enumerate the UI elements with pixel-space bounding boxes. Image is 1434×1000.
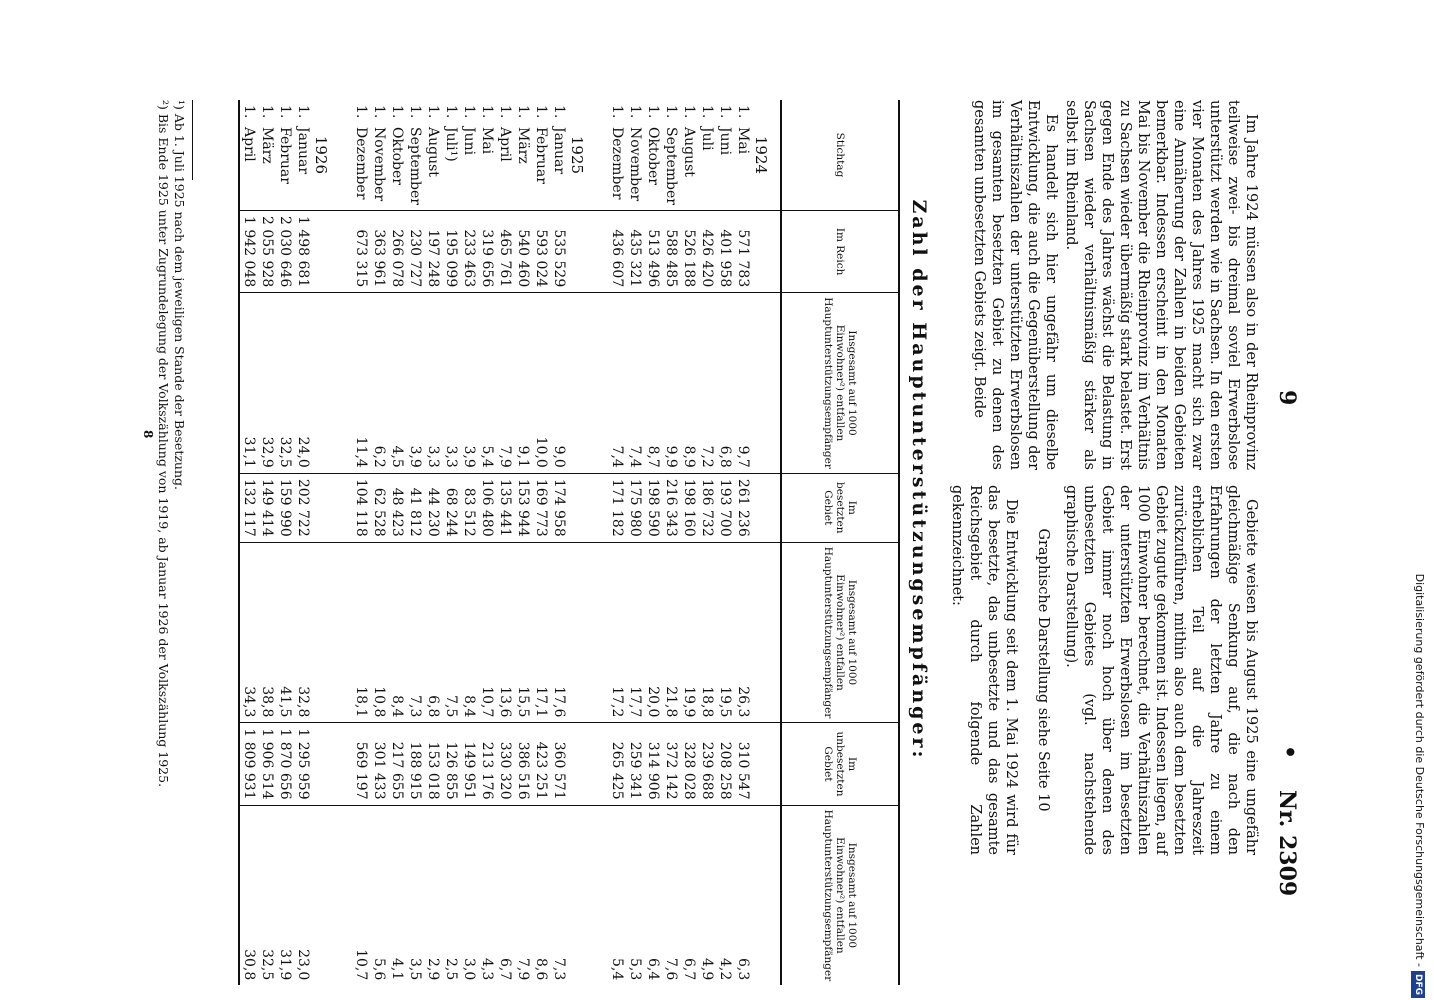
value-cell: 8,9: [680, 293, 698, 474]
month-name: August: [425, 127, 441, 177]
month-name: Mai: [735, 127, 751, 155]
value-cell: 1 870 656: [276, 723, 294, 805]
table-row: [406, 100, 424, 985]
table-body: [239, 100, 781, 985]
value-cell: 314 906: [644, 723, 662, 805]
day-number: 1.: [681, 105, 697, 119]
value-cell: 198 160: [680, 473, 698, 542]
value-cell: 216 343: [662, 473, 680, 542]
year-label: 1926: [312, 135, 330, 175]
value-cell: 9,9: [662, 293, 680, 474]
table-row: [734, 100, 752, 985]
value-cell: 6,8: [716, 293, 734, 474]
month-name: Januar: [295, 127, 311, 175]
value-cell: 31,1: [239, 293, 258, 474]
value-cell: 171 182: [608, 473, 626, 542]
header-cell: Stichtag: [781, 100, 899, 210]
value-cell: 34,3: [239, 542, 258, 723]
spacer-row: [340, 100, 352, 985]
table-row: [550, 100, 568, 985]
issue-number: Nr. 2309: [1274, 790, 1300, 897]
value-cell: 239 688: [698, 723, 716, 805]
month-name: Februar: [533, 127, 549, 184]
day-number: 1.: [663, 105, 679, 119]
date-cell: [258, 100, 276, 210]
month-name: Juli¹): [443, 127, 459, 162]
table-row: [608, 100, 626, 985]
value-cell: 83 512: [460, 473, 478, 542]
value-cell: 266 078: [388, 210, 406, 292]
value-cell: 8,4: [388, 542, 406, 723]
value-cell: 10,8: [370, 542, 388, 723]
value-cell: 20,0: [644, 542, 662, 723]
value-cell: 265 425: [608, 723, 626, 805]
month-name: Juni: [461, 127, 477, 156]
value-cell: 6,2: [370, 293, 388, 474]
date-cell: [496, 100, 514, 210]
value-cell: 41 812: [406, 473, 424, 542]
year-label: 1925: [568, 135, 586, 175]
value-cell: 435 321: [626, 210, 644, 292]
month-name: Mai: [479, 127, 495, 155]
date-cell: [352, 100, 370, 210]
value-cell: 10,7: [352, 805, 370, 985]
year-row: [568, 100, 596, 985]
day-number: 1.: [461, 105, 477, 119]
value-cell: 401 958: [716, 210, 734, 292]
value-cell: 7,3: [550, 805, 568, 985]
value-cell: 513 496: [644, 210, 662, 292]
value-cell: 68 244: [442, 473, 460, 542]
table-row: [514, 100, 532, 985]
value-cell: 4,5: [388, 293, 406, 474]
value-cell: 18,1: [352, 542, 370, 723]
date-cell: [626, 100, 644, 210]
spacer-row: [596, 100, 608, 985]
value-cell: 104 118: [352, 473, 370, 542]
month-name: November: [627, 127, 643, 202]
footnotes: [155, 100, 187, 880]
date-cell: [294, 100, 312, 210]
table-row: [532, 100, 550, 985]
value-cell: 4,3: [478, 805, 496, 985]
date-cell: [532, 100, 550, 210]
month-name: August: [681, 127, 697, 177]
header-cell: Insgesamt auf 1000 Einwohner²) entfallen Hauptunterstützungsempfänger: [781, 805, 899, 985]
year-row: [752, 100, 781, 985]
value-cell: 26,3: [734, 542, 752, 723]
date-cell: [239, 100, 258, 210]
value-cell: 7,2: [698, 293, 716, 474]
month-name: Oktober: [389, 127, 405, 185]
header-cell: Im unbesetzten Gebiet: [781, 723, 899, 805]
value-cell: 202 722: [294, 473, 312, 542]
value-cell: 330 320: [496, 723, 514, 805]
value-cell: 13,6: [496, 542, 514, 723]
text-column-left: [968, 100, 1260, 470]
value-cell: 32,9: [258, 293, 276, 474]
value-cell: 3,0: [460, 805, 478, 985]
value-cell: 259 341: [626, 723, 644, 805]
value-cell: 135 441: [496, 473, 514, 542]
value-cell: 9,7: [734, 293, 752, 474]
value-cell: 2 030 646: [276, 210, 294, 292]
value-cell: 593 024: [532, 210, 550, 292]
value-cell: 11,4: [352, 293, 370, 474]
value-cell: 6,3: [734, 805, 752, 985]
statistics-table-wrap: [238, 100, 900, 982]
year-label: 1924: [752, 135, 770, 175]
date-cell: [716, 100, 734, 210]
value-cell: 540 460: [514, 210, 532, 292]
header-dot: •: [1276, 745, 1302, 760]
value-cell: 2 055 928: [258, 210, 276, 292]
statistics-table: [238, 100, 900, 985]
date-cell: [608, 100, 626, 210]
table-row: [424, 100, 442, 985]
day-number: 1.: [277, 105, 293, 119]
value-cell: 310 547: [734, 723, 752, 805]
day-number: 1.: [551, 105, 567, 119]
month-name: März: [259, 127, 275, 164]
graph-reference: Graphische Darstellung siehe Seite 10: [1035, 528, 1051, 812]
value-cell: 48 423: [388, 473, 406, 542]
value-cell: 7,5: [442, 542, 460, 723]
dfg-logo: DFG: [1411, 971, 1425, 998]
text-column-right: [946, 485, 1260, 855]
date-cell: [370, 100, 388, 210]
value-cell: 423 251: [532, 723, 550, 805]
table-row: [388, 100, 406, 985]
value-cell: 15,5: [514, 542, 532, 723]
table-row: [662, 100, 680, 985]
value-cell: 3,5: [406, 805, 424, 985]
document-page: [45, 0, 1325, 982]
date-cell: [734, 100, 752, 210]
value-cell: 19,9: [680, 542, 698, 723]
page-header: [1270, 0, 1300, 900]
value-cell: 8,6: [532, 805, 550, 985]
month-name: Dezember: [353, 127, 369, 200]
table-row: [352, 100, 370, 985]
value-cell: 3,3: [442, 293, 460, 474]
day-number: 1.: [295, 105, 311, 119]
day-number: 1.: [735, 105, 751, 119]
value-cell: 18,8: [698, 542, 716, 723]
day-number: 1.: [479, 105, 495, 119]
paragraph: Die Entwicklung seit dem 1. Mai 1924 wird für das besetzte, das unbesetzte und das gesamte Reichsgebiet durch folgende Zahlen gekennzeichnet:: [949, 485, 1019, 855]
value-cell: 301 433: [370, 723, 388, 805]
day-number: 1.: [609, 105, 625, 119]
day-number: 1.: [371, 105, 387, 119]
value-cell: 3,9: [460, 293, 478, 474]
table-row: [460, 100, 478, 985]
value-cell: 360 571: [550, 723, 568, 805]
month-name: Juli: [699, 127, 715, 151]
value-cell: 17,7: [626, 542, 644, 723]
value-cell: 4,9: [698, 805, 716, 985]
header-cell: Insgesamt auf 1000 Einwohner²) entfallen Hauptunterstützungsempfänger: [781, 542, 899, 723]
value-cell: 3,3: [424, 293, 442, 474]
date-cell: [388, 100, 406, 210]
value-cell: 6,4: [644, 805, 662, 985]
value-cell: 32,5: [258, 805, 276, 985]
day-number: 1.: [699, 105, 715, 119]
value-cell: 465 761: [496, 210, 514, 292]
footnote: ¹) Ab 1. Juli 1925 nach dem jeweiligen Stande der Besetzung.: [172, 100, 187, 491]
footnote: ²) Bis Ende 1925 unter Zugrundelegung der Volkszählung von 1919, ab Januar 1926 der Volkszählung 1925.: [156, 100, 171, 788]
value-cell: 5,4: [478, 293, 496, 474]
table-row: [258, 100, 276, 985]
value-cell: 10,7: [478, 542, 496, 723]
value-cell: 186 732: [698, 473, 716, 542]
day-number: 1.: [425, 105, 441, 119]
value-cell: 1 942 048: [239, 210, 258, 292]
value-cell: 38,8: [258, 542, 276, 723]
value-cell: 5,6: [370, 805, 388, 985]
value-cell: 5,4: [608, 805, 626, 985]
table-row: [370, 100, 388, 985]
value-cell: 30,8: [239, 805, 258, 985]
table-row: [716, 100, 734, 985]
table-title: Zahl der Hauptunterstützungsempfänger:: [908, 199, 930, 761]
month-name: Juni: [717, 127, 733, 156]
value-cell: 436 607: [608, 210, 626, 292]
value-cell: 198 590: [644, 473, 662, 542]
value-cell: 41,5: [276, 542, 294, 723]
value-cell: 8,4: [460, 542, 478, 723]
value-cell: 9,0: [550, 293, 568, 474]
day-number: 1.: [645, 105, 661, 119]
value-cell: 7,4: [626, 293, 644, 474]
value-cell: 19,5: [716, 542, 734, 723]
day-number: 1.: [627, 105, 643, 119]
value-cell: 159 990: [276, 473, 294, 542]
value-cell: 153 944: [514, 473, 532, 542]
day-number: 1.: [717, 105, 733, 119]
table-row: [239, 100, 258, 985]
table-row: [294, 100, 312, 985]
value-cell: 7,6: [662, 805, 680, 985]
footnote-rule: [192, 100, 193, 180]
table-row: [644, 100, 662, 985]
value-cell: 6,8: [424, 542, 442, 723]
day-number: 1.: [515, 105, 531, 119]
value-cell: 32,8: [294, 542, 312, 723]
month-name: November: [371, 127, 387, 202]
value-cell: 372 142: [662, 723, 680, 805]
value-cell: 23,0: [294, 805, 312, 985]
value-cell: 1 295 959: [294, 723, 312, 805]
value-cell: 153 018: [424, 723, 442, 805]
value-cell: 7,9: [496, 293, 514, 474]
value-cell: 106 480: [478, 473, 496, 542]
value-cell: 17,6: [550, 542, 568, 723]
date-cell: [276, 100, 294, 210]
value-cell: 526 188: [680, 210, 698, 292]
day-number: 1.: [389, 105, 405, 119]
value-cell: 7,9: [514, 805, 532, 985]
page-number: 9: [1274, 390, 1300, 406]
value-cell: 31,9: [276, 805, 294, 985]
value-cell: 44 230: [424, 473, 442, 542]
value-cell: 10,0: [532, 293, 550, 474]
value-cell: 328 028: [680, 723, 698, 805]
date-cell: [514, 100, 532, 210]
table-row: [478, 100, 496, 985]
value-cell: 213 176: [478, 723, 496, 805]
month-name: März: [515, 127, 531, 164]
date-cell: [442, 100, 460, 210]
month-name: Oktober: [645, 127, 661, 185]
value-cell: 193 700: [716, 473, 734, 542]
month-name: September: [407, 127, 423, 205]
value-cell: 588 485: [662, 210, 680, 292]
date-cell: [406, 100, 424, 210]
value-cell: 386 516: [514, 723, 532, 805]
value-cell: 6,7: [680, 805, 698, 985]
value-cell: 21,8: [662, 542, 680, 723]
month-name: Dezember: [609, 127, 625, 200]
value-cell: 188 915: [406, 723, 424, 805]
date-cell: [662, 100, 680, 210]
value-cell: 2,9: [424, 805, 442, 985]
value-cell: 363 961: [370, 210, 388, 292]
header-cell: Im Reich: [781, 210, 899, 292]
month-name: Februar: [277, 127, 293, 184]
value-cell: 149 414: [258, 473, 276, 542]
month-name: September: [663, 127, 679, 205]
value-cell: 197 248: [424, 210, 442, 292]
day-number: 1.: [241, 105, 257, 119]
value-cell: 7,3: [406, 542, 424, 723]
printer-mark: 8: [141, 430, 155, 439]
date-cell: [680, 100, 698, 210]
day-number: 1.: [497, 105, 513, 119]
value-cell: 5,3: [626, 805, 644, 985]
value-cell: 4,1: [388, 805, 406, 985]
date-cell: [698, 100, 716, 210]
value-cell: 6,7: [496, 805, 514, 985]
date-cell: [478, 100, 496, 210]
value-cell: 9,1: [514, 293, 532, 474]
day-number: 1.: [407, 105, 423, 119]
date-cell: [550, 100, 568, 210]
table-row: [442, 100, 460, 985]
value-cell: 230 727: [406, 210, 424, 292]
table-row: [680, 100, 698, 985]
month-name: April: [497, 127, 513, 162]
day-number: 1.: [353, 105, 369, 119]
value-cell: 126 855: [442, 723, 460, 805]
value-cell: 195 099: [442, 210, 460, 292]
value-cell: 1 906 514: [258, 723, 276, 805]
value-cell: 24,0: [294, 293, 312, 474]
value-cell: 426 420: [698, 210, 716, 292]
value-cell: 535 529: [550, 210, 568, 292]
value-cell: 174 958: [550, 473, 568, 542]
month-name: April: [241, 127, 257, 162]
year-row: [312, 100, 340, 985]
paragraph: Es handelt sich hier ungefähr um dieselbe Entwicklung, die auch die Gegenüberstellung der Verhältniszahlen der unterstützten Erwerbslosen im gesamten besetzten Gebiet zu denen des gesamten unbesetzten Gebiets zeigt. Beide: [971, 100, 1059, 470]
day-number: 1.: [533, 105, 549, 119]
table-header-row: [781, 100, 899, 985]
day-number: 1.: [443, 105, 459, 119]
digitization-text: Digitalisierung gefördert durch die Deutsche Forschungsgemeinschaft -: [1413, 573, 1426, 967]
value-cell: 208 258: [716, 723, 734, 805]
value-cell: 1 809 931: [239, 723, 258, 805]
value-cell: 62 528: [370, 473, 388, 542]
value-cell: 17,2: [608, 542, 626, 723]
table-row: [276, 100, 294, 985]
value-cell: 673 315: [352, 210, 370, 292]
paragraph: Gebiete weisen bis August 1925 eine ungefähr gleichmäßige Senkung auf, die nach den Erfahrungen der letzten Jahre zu einem erheblichen Teil auf die Jahreszeit zurückzuführen, mithin also auch dem besetzten Gebiet zugute gekommen ist. Indessen liegen, auf 1000 Einwohner berechnet, die Verhältniszahlen der unterstützten Erwerbslosen im besetzten Gebiet immer noch hoch über denen des unbesetzten Gebietes (vgl. nachstehende graphische Darstellung).: [1063, 485, 1259, 855]
day-number: 1.: [259, 105, 275, 119]
value-cell: 571 783: [734, 210, 752, 292]
value-cell: 3,9: [406, 293, 424, 474]
table-row: [626, 100, 644, 985]
month-name: Januar: [551, 127, 567, 175]
paragraph: Im Jahre 1924 müssen also in der Rheinprovinz teilweise zwei- bis dreimal soviel Erwerbslose unterstützt werden wie in Sachsen. In den ersten vier Monaten des Jahres 1925 macht sich zwar eine Annäherung der Zahlen in beiden Gebieten bemerkbar. Indessen erscheint in den Monaten Mai bis November die Rheinprovinz im Verhältnis zu Sachsen wieder übermäßig stark belastet. Erst gegen Ende des Jahres wächst die Belastung in Sachsen wieder verhältnismäßig stärker als selbst im Rheinland.: [1063, 100, 1259, 470]
value-cell: 1 498 681: [294, 210, 312, 292]
digitization-note: [1412, 8, 1426, 998]
value-cell: 149 951: [460, 723, 478, 805]
date-cell: [460, 100, 478, 210]
value-cell: 8,7: [644, 293, 662, 474]
date-cell: [424, 100, 442, 210]
date-cell: [644, 100, 662, 210]
value-cell: 4,2: [716, 805, 734, 985]
value-cell: 2,5: [442, 805, 460, 985]
table-row: [698, 100, 716, 985]
value-cell: 32,5: [276, 293, 294, 474]
value-cell: 132 117: [239, 473, 258, 542]
value-cell: 261 236: [734, 473, 752, 542]
value-cell: 217 655: [388, 723, 406, 805]
value-cell: 319 656: [478, 210, 496, 292]
value-cell: 7,4: [608, 293, 626, 474]
table-row: [496, 100, 514, 985]
value-cell: 17,1: [532, 542, 550, 723]
value-cell: 233 463: [460, 210, 478, 292]
header-cell: Insgesamt auf 1000 Einwohner²) entfallen Hauptunterstützungsempfänger: [781, 293, 899, 474]
value-cell: 175 980: [626, 473, 644, 542]
header-cell: Im besetzten Gebiet: [781, 473, 899, 542]
value-cell: 169 773: [532, 473, 550, 542]
value-cell: 569 197: [352, 723, 370, 805]
